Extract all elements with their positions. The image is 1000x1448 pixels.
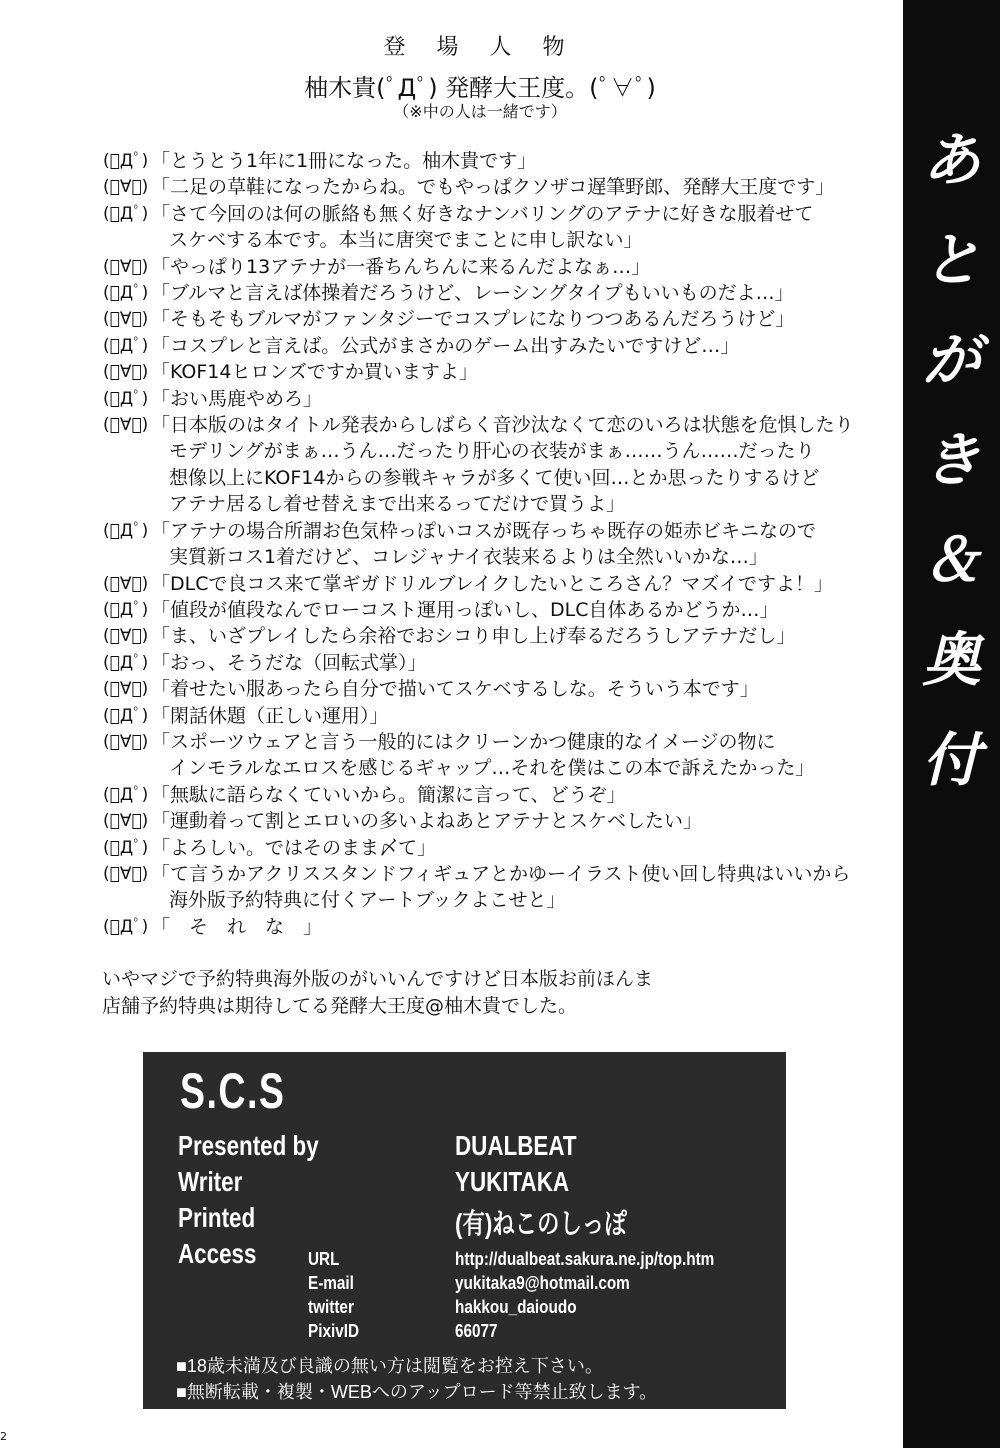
dialogue-text bbox=[151, 174, 834, 200]
dialogue-text bbox=[151, 412, 854, 518]
dialogue-text bbox=[151, 254, 650, 280]
dialogue-line: 「日本版のはタイトル発表からしばらく音沙汰なくて恋のいろは状態を危惧したり bbox=[151, 414, 854, 437]
dialogue-text bbox=[151, 386, 322, 412]
printed-label: Printed bbox=[178, 1202, 256, 1233]
circle-name: S.C.S bbox=[180, 1063, 286, 1119]
dialogue-text bbox=[151, 597, 778, 623]
speaker-face: (ﾟ∀ﾟ) bbox=[103, 731, 149, 752]
sidebar-title-char: が bbox=[922, 326, 981, 394]
dialogue-text bbox=[151, 333, 739, 359]
dialogue-list bbox=[103, 148, 893, 940]
dialogue-entry bbox=[103, 280, 893, 306]
sidebar-title-char: あ bbox=[922, 126, 981, 194]
dialogue-line: 「 そ れ な 」 bbox=[151, 915, 323, 938]
pixiv-label: PixivID bbox=[308, 1321, 360, 1341]
speaker-face: (ﾟ∀ﾟ) bbox=[103, 362, 149, 383]
dialogue-line: アテナ居るし着せ替えまで出来るってだけで買うよ」 bbox=[169, 493, 626, 516]
closing-text bbox=[102, 966, 892, 1020]
dialogue-entry bbox=[103, 254, 893, 280]
presented-label: Presented by bbox=[178, 1130, 319, 1161]
dialogue-line: 「よろしい。ではそのまま〆て」 bbox=[151, 836, 437, 859]
email-value[interactable]: yukitaka9@hotmail.com bbox=[455, 1273, 630, 1293]
cast-note: （※中の人は一緒です） bbox=[393, 102, 567, 121]
dialogue-line: 「無駄に語らなくていいから。簡潔に言って、どうぞ」 bbox=[151, 783, 626, 806]
sidebar-title-char: 付 bbox=[922, 726, 981, 794]
url-value[interactable]: http://dualbeat.sakura.ne.jp/top.htm bbox=[455, 1249, 715, 1269]
dialogue-line: 「着せたい服あったら自分で描いてスケベするしな。そういう本です」 bbox=[151, 678, 759, 701]
dialogue-text bbox=[151, 729, 814, 782]
dialogue-line: スケベする本です。本当に唐突でまことに申し訳ない」 bbox=[169, 229, 643, 252]
dialogue-line: 「二足の草鞋になったからね。でもやっぱクソザコ遅筆野郎、発酵大王度です」 bbox=[151, 176, 835, 199]
writer-label: Writer bbox=[178, 1166, 243, 1197]
presented-value: DUALBEAT bbox=[455, 1130, 577, 1161]
dialogue-line: 「やっぱり13アテナが一番ちんちんに来るんだよなぁ…」 bbox=[151, 255, 651, 278]
dialogue-line: 「そもそもブルマがファンタジーでコスプレになりつつあるんだろうけど」 bbox=[151, 308, 795, 331]
dialogue-text bbox=[151, 623, 795, 649]
dialogue-entry bbox=[103, 518, 893, 571]
speaker-face: (ﾟДﾟ) bbox=[103, 520, 149, 541]
speaker-face: (ﾟ∀ﾟ) bbox=[103, 679, 149, 700]
dialogue-line: モデリングがまぁ…うん…だったり肝心の衣装がまぁ……うん……だったり bbox=[169, 440, 815, 463]
dialogue-text bbox=[151, 782, 626, 808]
writer-value: YUKITAKA bbox=[455, 1166, 570, 1197]
dialogue-entry bbox=[103, 650, 893, 676]
speaker-face: (ﾟДﾟ) bbox=[103, 335, 149, 356]
speaker-face: (ﾟ∀ﾟ) bbox=[103, 811, 149, 832]
dialogue-text bbox=[151, 201, 813, 254]
dialogue-text bbox=[151, 676, 759, 702]
speaker-face: (ﾟ∀ﾟ) bbox=[103, 626, 149, 647]
speaker-face: (ﾟДﾟ) bbox=[103, 652, 149, 673]
colophon-box bbox=[143, 1052, 786, 1409]
dialogue-line: 想像以上にKOF14からの参戦キャラが多くて使い回…とか思ったりするけど bbox=[169, 466, 820, 489]
url-label: URL bbox=[308, 1249, 340, 1269]
sidebar-title-char: 奥 bbox=[922, 626, 981, 694]
dialogue-entry bbox=[103, 861, 893, 914]
sidebar-title-char: ＆ bbox=[922, 526, 981, 594]
dialogue-line: 「アテナの場合所謂お色気枠っぽいコスが既存っちゃ既存の姫赤ビキニなので bbox=[151, 519, 817, 542]
email-label: E-mail bbox=[308, 1273, 354, 1293]
speaker-face: (ﾟДﾟ) bbox=[103, 784, 149, 805]
dialogue-line: 「おっ、そうだな（回転式掌）」 bbox=[151, 651, 427, 674]
dialogue-text bbox=[151, 650, 427, 676]
speaker-face: (ﾟДﾟ) bbox=[103, 151, 149, 171]
dialogue-entry bbox=[103, 201, 893, 254]
dialogue-line: 「て言うかアクリススタンドフィギュアとかゆーイラスト使い回し特典はいいから bbox=[151, 862, 851, 885]
speaker-face: (ﾟ∀ﾟ) bbox=[103, 309, 149, 330]
dialogue-entry bbox=[103, 808, 893, 834]
dialogue-line: 「スポーツウェアと言う一般的にはクリーンかつ健康的なイメージの物に bbox=[151, 730, 776, 753]
dialogue-line: 「KOF14ヒロンズですか買いますよ」 bbox=[151, 361, 478, 384]
printed-value: (有)ねこのしっぽ bbox=[455, 1208, 627, 1239]
speaker-face: (ﾟДﾟ) bbox=[103, 837, 149, 858]
dialogue-line: 「ま、いざプレイしたら余裕でおシコり申し上げ奉るだろうしアテナだし」 bbox=[151, 625, 796, 648]
dialogue-entry bbox=[103, 782, 893, 808]
speaker-face: (ﾟ∀ﾟ) bbox=[103, 573, 149, 594]
dialogue-line: 「DLCで良コス来て掌ギガドリルブレイクしたいところさん？マズイですよ！」 bbox=[151, 572, 834, 595]
dialogue-entry bbox=[103, 359, 893, 385]
dialogue-text bbox=[151, 359, 478, 385]
dialogue-text bbox=[151, 914, 322, 940]
speaker-face: (ﾟДﾟ) bbox=[103, 916, 149, 937]
dialogue-line: 海外版予約特典に付くアートブックよこせと」 bbox=[169, 889, 566, 912]
dialogue-text bbox=[151, 148, 536, 174]
sidebar bbox=[903, 0, 1000, 1448]
dialogue-line: 「さて今回のは何の脈絡も無く好きなナンバリングのアテナに好きな服着せて bbox=[151, 202, 814, 225]
dialogue-entry bbox=[103, 148, 893, 174]
dialogue-text bbox=[151, 571, 833, 597]
dialogue-text bbox=[151, 703, 389, 729]
speaker-face: (ﾟ∀ﾟ) bbox=[103, 863, 149, 884]
dialogue-line: 「運動着って割とエロいの多いよねあとアテナとスケベしたい」 bbox=[151, 810, 703, 833]
cast-names: 柚木貴(ﾟДﾟ) 発酵大王度。(ﾟ∀ﾟ) bbox=[304, 74, 656, 102]
dialogue-entry bbox=[103, 623, 893, 649]
dialogue-entry bbox=[103, 597, 893, 623]
closing-line: いやマジで予約特典海外版のがいいんですけど日本版お前ほんま bbox=[102, 968, 654, 990]
dialogue-entry bbox=[103, 914, 893, 940]
speaker-face: (ﾟДﾟ) bbox=[103, 283, 149, 304]
sidebar-title bbox=[903, 110, 1000, 810]
dialogue-line: 実質新コス1着だけど、コレジャナイ衣装来るよりは全然いいかな…」 bbox=[169, 546, 768, 569]
dialogue-line: 「閑話休題（正しい運用）」 bbox=[151, 704, 389, 727]
dialogue-text bbox=[151, 518, 816, 571]
dialogue-entry bbox=[103, 835, 893, 861]
twitter-label: twitter bbox=[308, 1297, 354, 1317]
dialogue-line: 「ブルマと言えば体操着だろうけど、レーシングタイプもいいものだよ…」 bbox=[151, 282, 794, 305]
dialogue-text bbox=[151, 835, 436, 861]
cast-title: 登 場 人 物 bbox=[383, 35, 577, 60]
speaker-face: (ﾟДﾟ) bbox=[103, 388, 149, 409]
age-notice: ■18歳未満及び良識の無い方は閲覧をお控え下さい。 bbox=[176, 1356, 603, 1376]
sidebar-title-char: き bbox=[922, 426, 981, 494]
dialogue-text bbox=[151, 808, 702, 834]
speaker-face: (ﾟДﾟ) bbox=[103, 599, 149, 620]
dialogue-line: 「とうとう1年に1冊になった。柚木貴です」 bbox=[151, 150, 537, 172]
dialogue-text bbox=[151, 306, 794, 332]
page-number: 2 bbox=[0, 1430, 7, 1443]
speaker-face: (ﾟ∀ﾟ) bbox=[103, 415, 149, 436]
dialogue-entry bbox=[103, 386, 893, 412]
speaker-face: (ﾟДﾟ) bbox=[103, 203, 149, 224]
dialogue-line: インモラルなエロスを感じるギャップ…それを僕はこの本で訴えたかった」 bbox=[169, 757, 815, 780]
copyright-notice: ■無断転載・複製・WEBへのアップロード等禁止致します。 bbox=[176, 1382, 658, 1402]
twitter-value[interactable]: hakkou_daioudo bbox=[455, 1297, 577, 1317]
dialogue-line: 「おい馬鹿やめろ」 bbox=[151, 387, 323, 410]
closing-line: 店舗予約特典は期待してる発酵大王度@柚木貴でした。 bbox=[102, 995, 578, 1017]
dialogue-line: 「値段が値段なんでローコスト運用っぽいし、DLC自体あるかどうか…」 bbox=[151, 598, 779, 621]
dialogue-entry bbox=[103, 676, 893, 702]
speaker-face: (ﾟ∀ﾟ) bbox=[103, 177, 149, 198]
dialogue-text bbox=[151, 280, 794, 306]
dialogue-line: 「コスプレと言えば。公式がまさかのゲーム出すみたいですけど…」 bbox=[151, 334, 740, 357]
dialogue-entry bbox=[103, 333, 893, 359]
dialogue-entry bbox=[103, 306, 893, 332]
speaker-face: (ﾟ∀ﾟ) bbox=[103, 256, 149, 277]
dialogue-entry bbox=[103, 571, 893, 597]
dialogue-entry bbox=[103, 174, 893, 200]
pixiv-value: 66077 bbox=[455, 1321, 498, 1341]
sidebar-title-char: と bbox=[922, 226, 981, 294]
dialogue-text bbox=[151, 861, 850, 914]
access-label: Access bbox=[178, 1238, 257, 1269]
dialogue-entry bbox=[103, 412, 893, 518]
dialogue-entry bbox=[103, 729, 893, 782]
dialogue-entry bbox=[103, 703, 893, 729]
speaker-face: (ﾟДﾟ) bbox=[103, 705, 149, 726]
